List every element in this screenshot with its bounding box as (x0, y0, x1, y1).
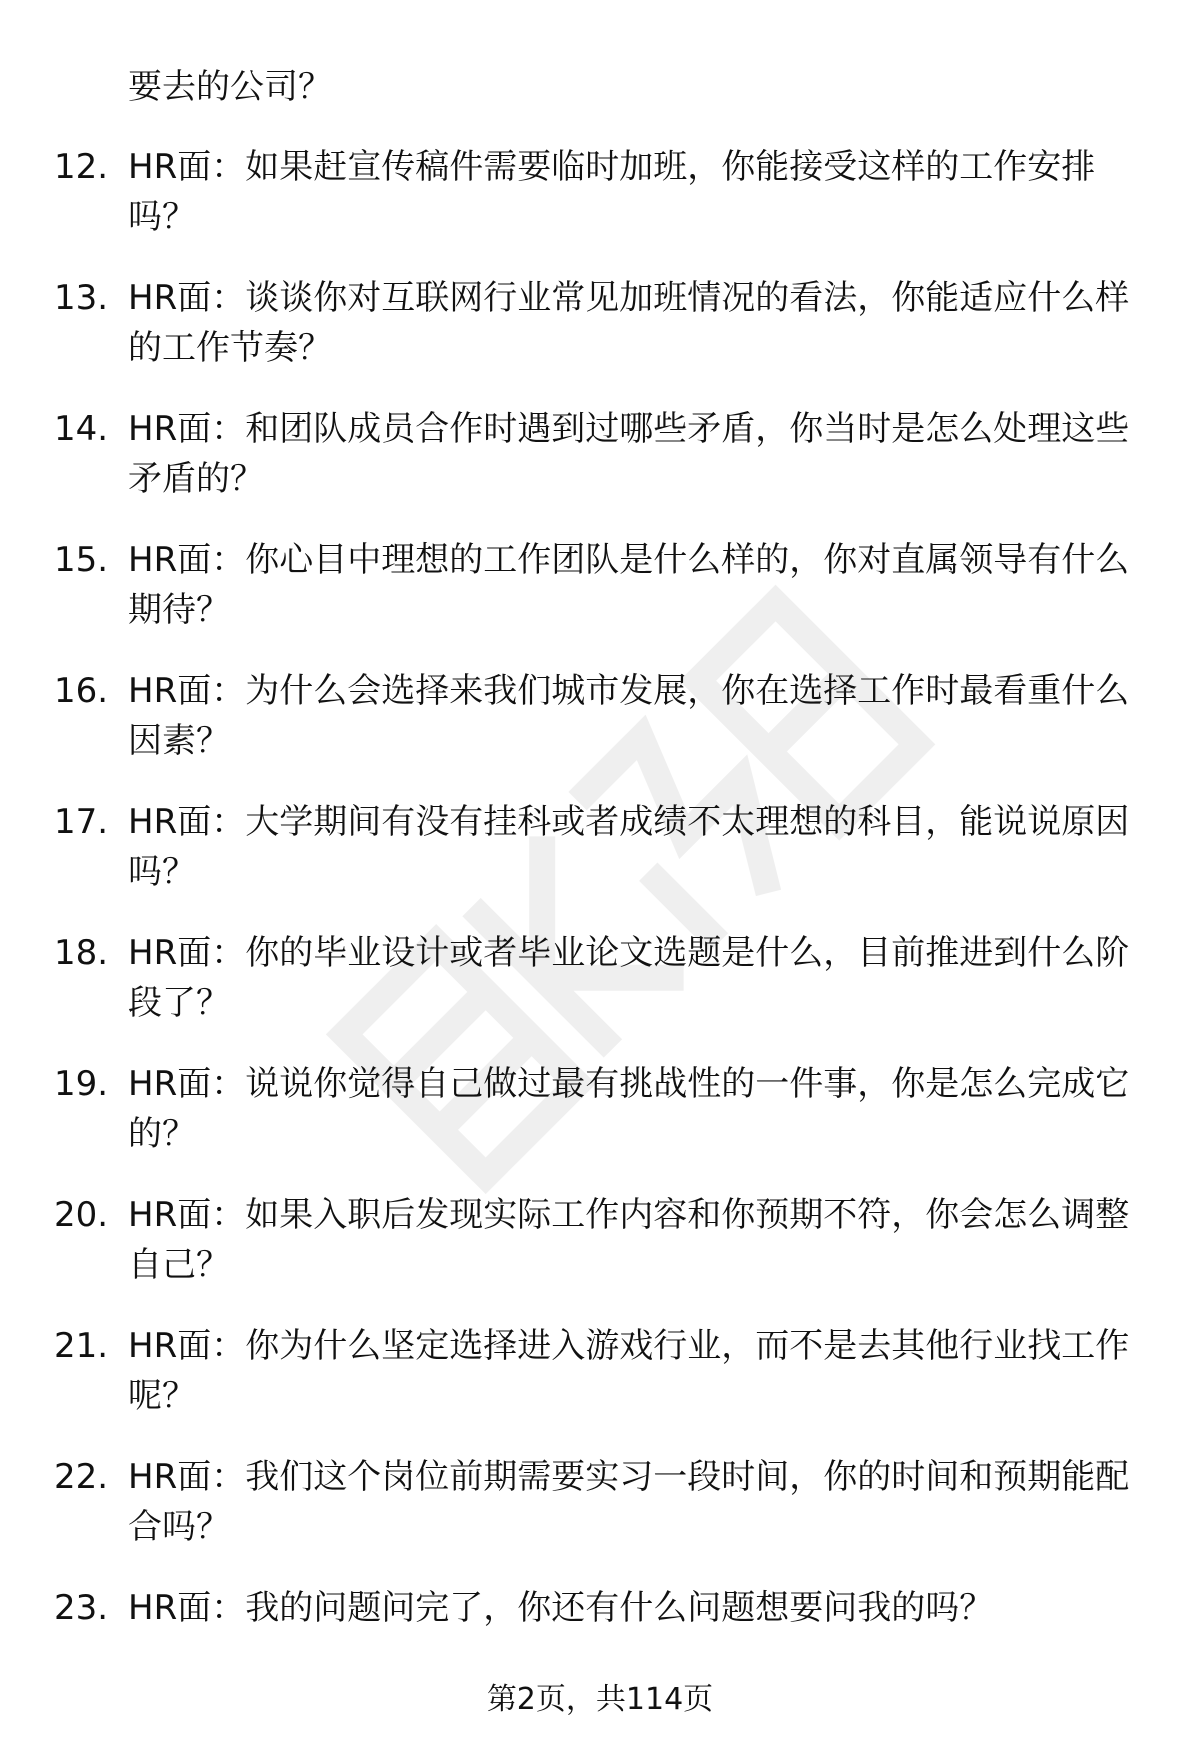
question-text: HR面：你的毕业设计或者毕业论文选题是什么，目前推进到什么阶段了？ (128, 933, 1130, 1023)
question-number: 17. (54, 802, 109, 842)
question-text: HR面：说说你觉得自己做过最有挑战性的一件事，你是怎么完成它的？ (128, 1064, 1130, 1154)
question-number: 15. (54, 540, 109, 580)
question-item (0, 1321, 1200, 1452)
question-number: 13. (54, 278, 109, 318)
question-number: 20. (54, 1195, 109, 1235)
question-number: 16. (54, 671, 109, 711)
question-item (0, 142, 1200, 273)
continuation-text: 要去的公司？ (128, 67, 332, 107)
question-number: 12. (54, 147, 109, 187)
question-text: HR面：如果入职后发现实际工作内容和你预期不符，你会怎么调整自己？ (128, 1195, 1130, 1285)
question-list (0, 142, 1200, 1714)
question-number: 23. (54, 1588, 109, 1628)
question-text: HR面：我的问题问完了，你还有什么问题想要问我的吗？ (128, 1588, 994, 1628)
question-text: HR面：和团队成员合作时遇到过哪些矛盾，你当时是怎么处理这些矛盾的？ (128, 409, 1130, 499)
question-text: HR面：大学期间有没有挂科或者成绩不太理想的科目，能说说原因吗？ (128, 802, 1130, 892)
question-text: HR面：你为什么坚定选择进入游戏行业，而不是去其他行业找工作呢？ (128, 1326, 1130, 1416)
question-item (0, 535, 1200, 666)
question-text: HR面：如果赶宣传稿件需要临时加班，你能接受这样的工作安排吗？ (128, 147, 1096, 237)
question-text: HR面：为什么会选择来我们城市发展，你在选择工作时最看重什么因素？ (128, 671, 1130, 761)
question-text: HR面：你心目中理想的工作团队是什么样的，你对直属领导有什么期待？ (128, 540, 1130, 630)
question-item (0, 928, 1200, 1059)
page-footer: 第2页，共114页 (486, 1682, 714, 1717)
question-number: 21. (54, 1326, 109, 1366)
question-number: 22. (54, 1457, 109, 1497)
question-number: 18. (54, 933, 109, 973)
question-text: HR面：我们这个岗位前期需要实习一段时间，你的时间和预期能配合吗？ (128, 1457, 1130, 1547)
question-item (0, 404, 1200, 535)
question-item (0, 1452, 1200, 1583)
question-item (0, 666, 1200, 797)
question-item (0, 1190, 1200, 1321)
question-text: HR面：谈谈你对互联网行业常见加班情况的看法，你能适应什么样的工作节奏？ (128, 278, 1130, 368)
question-number: 14. (54, 409, 109, 449)
question-item (0, 273, 1200, 404)
question-item (0, 797, 1200, 928)
question-number: 19. (54, 1064, 109, 1104)
question-item (0, 1059, 1200, 1190)
